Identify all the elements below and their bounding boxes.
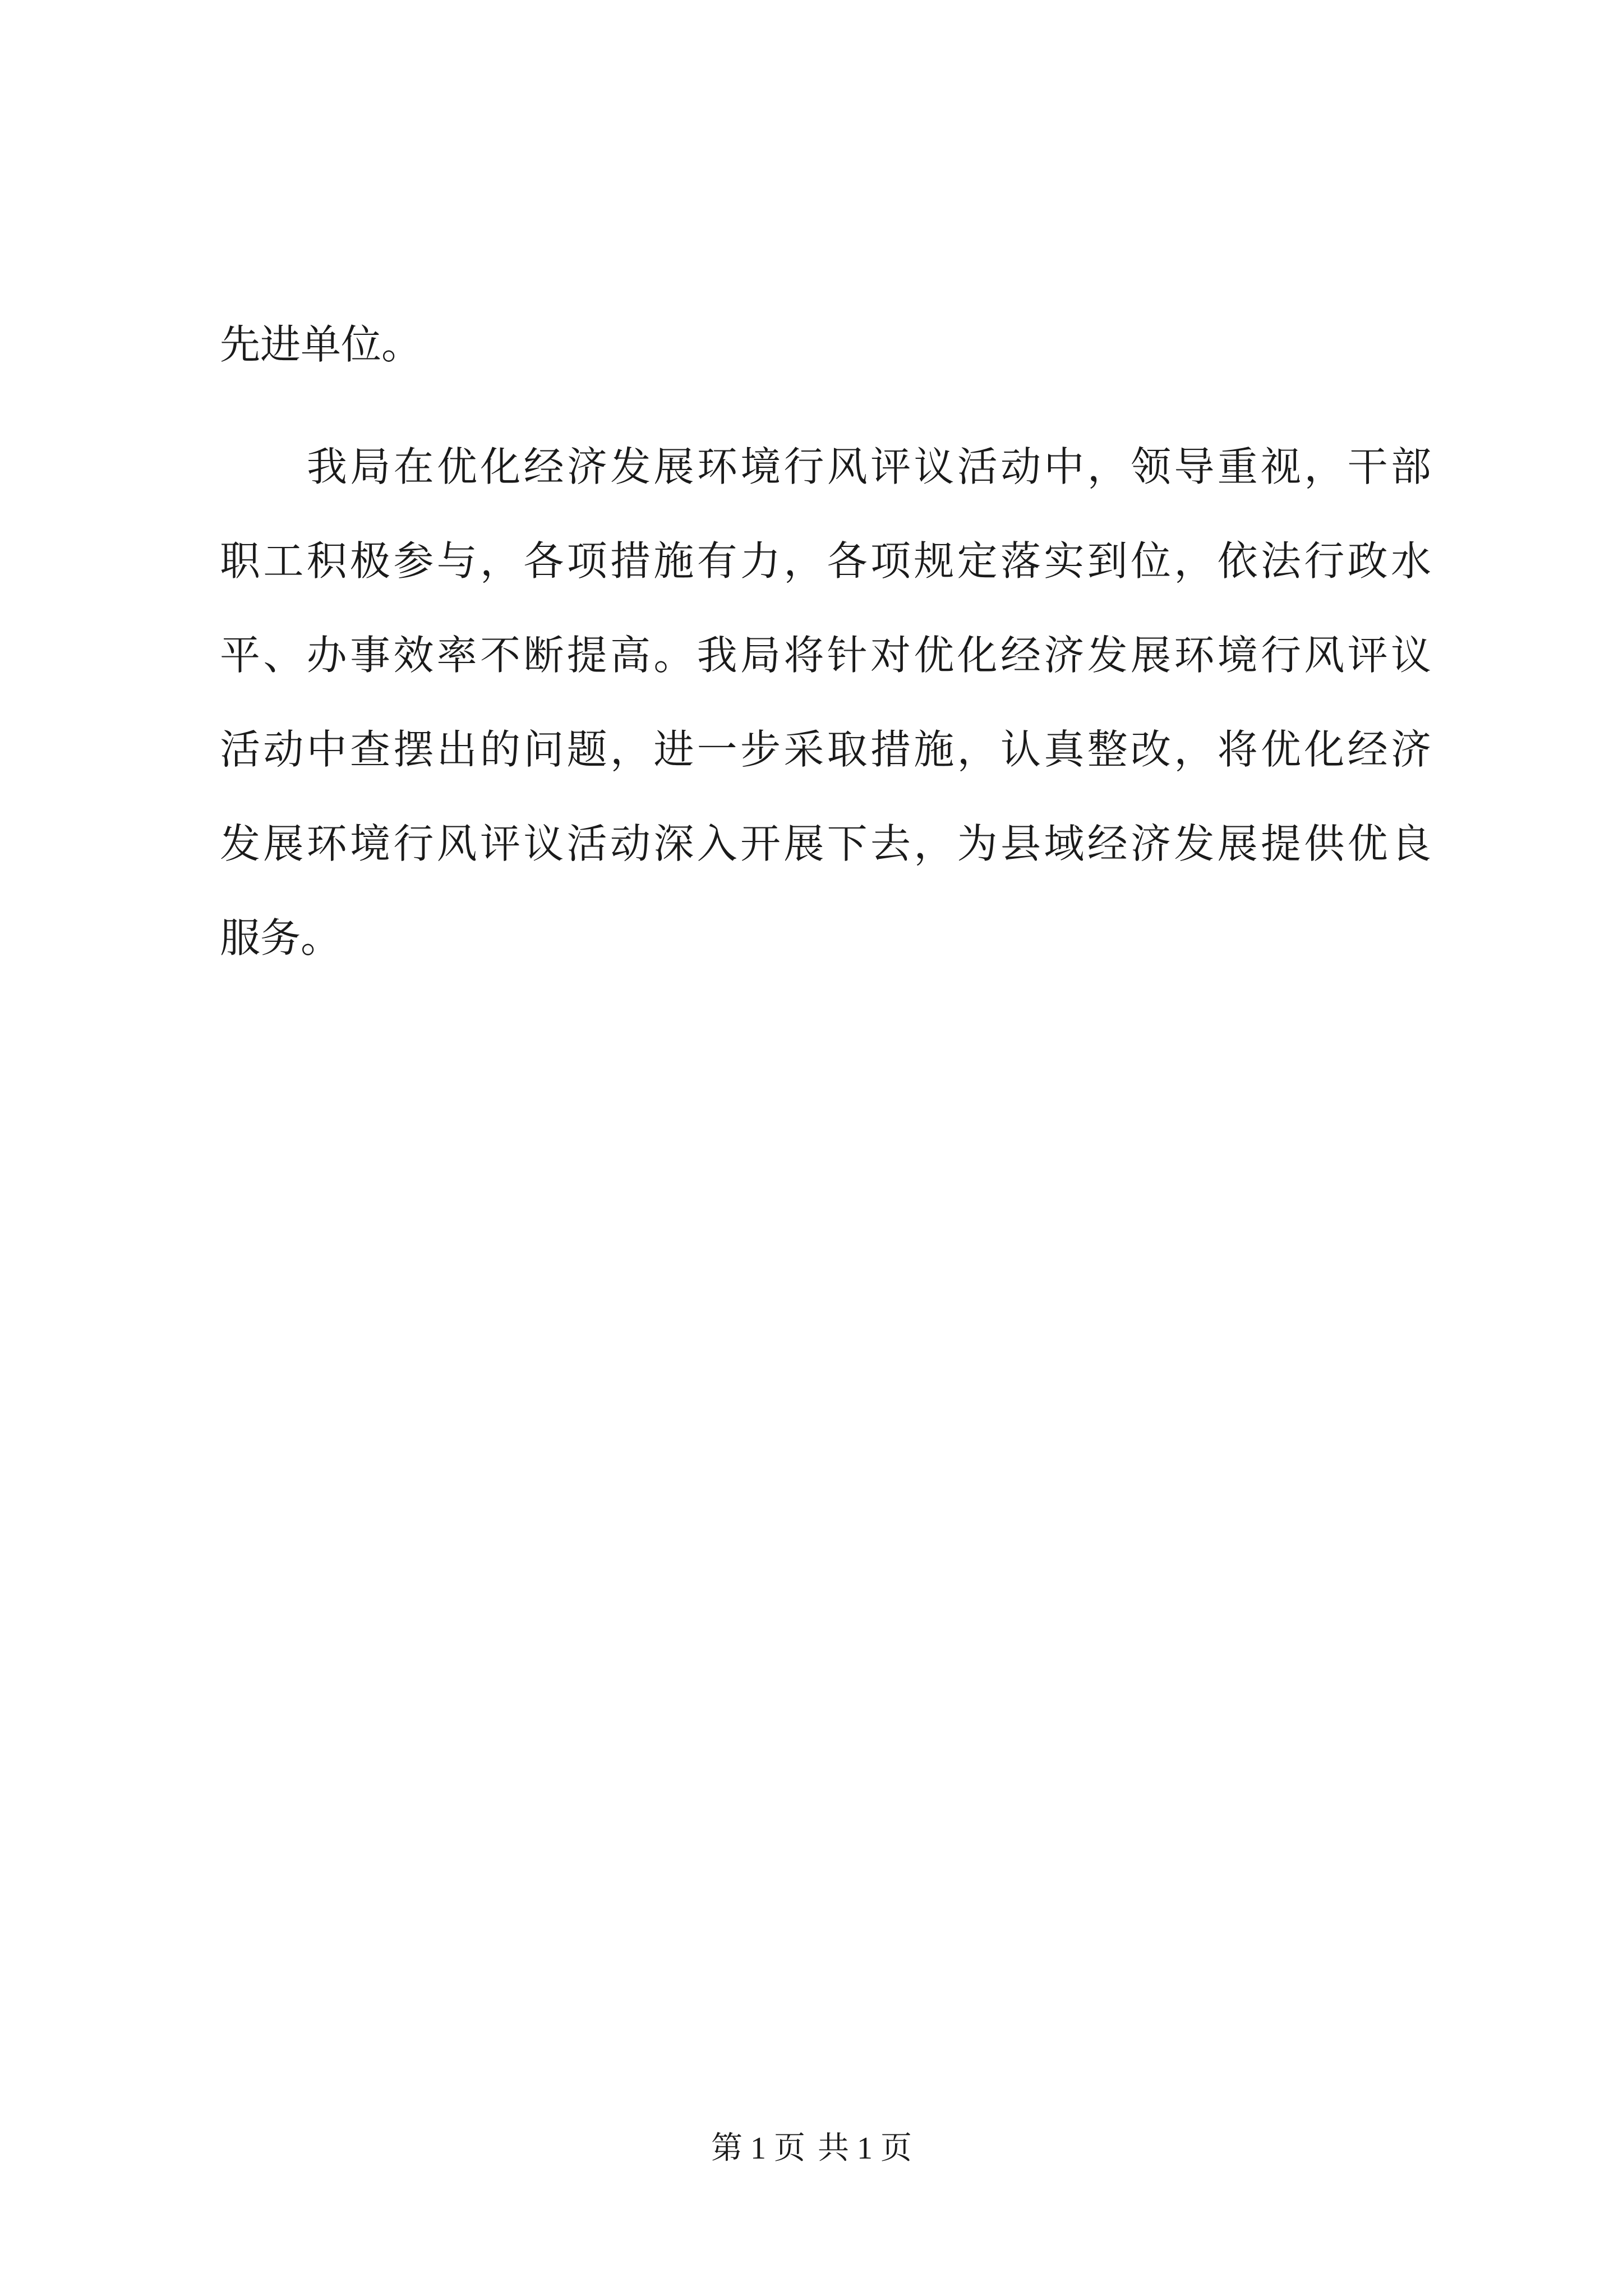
- paragraph-line: 职工积极参与，各项措施有力，各项规定落实到位，依法行政水: [220, 537, 1431, 585]
- document-body: [220, 297, 1431, 985]
- paragraph-line: 平、办事效率不断提高。我局将针对优化经济发展环境行风评议: [220, 632, 1431, 679]
- paragraph-continuation-line: 先进单位。: [220, 321, 422, 368]
- page-number: 第 1 页: [711, 2131, 805, 2166]
- paragraph-line: 活动中查摆出的问题，进一步采取措施，认真整改，将优化经济: [220, 726, 1431, 773]
- paragraph-line: 发展环境行风评议活动深入开展下去，为县域经济发展提供优良: [220, 820, 1431, 867]
- page-total: 共 1 页: [818, 2131, 912, 2166]
- page-footer: [0, 2129, 1623, 2168]
- paragraph-line: 我局在优化经济发展环境行风评议活动中，领导重视，干部: [307, 443, 1431, 490]
- paragraph-last-line: 服务。: [220, 914, 342, 961]
